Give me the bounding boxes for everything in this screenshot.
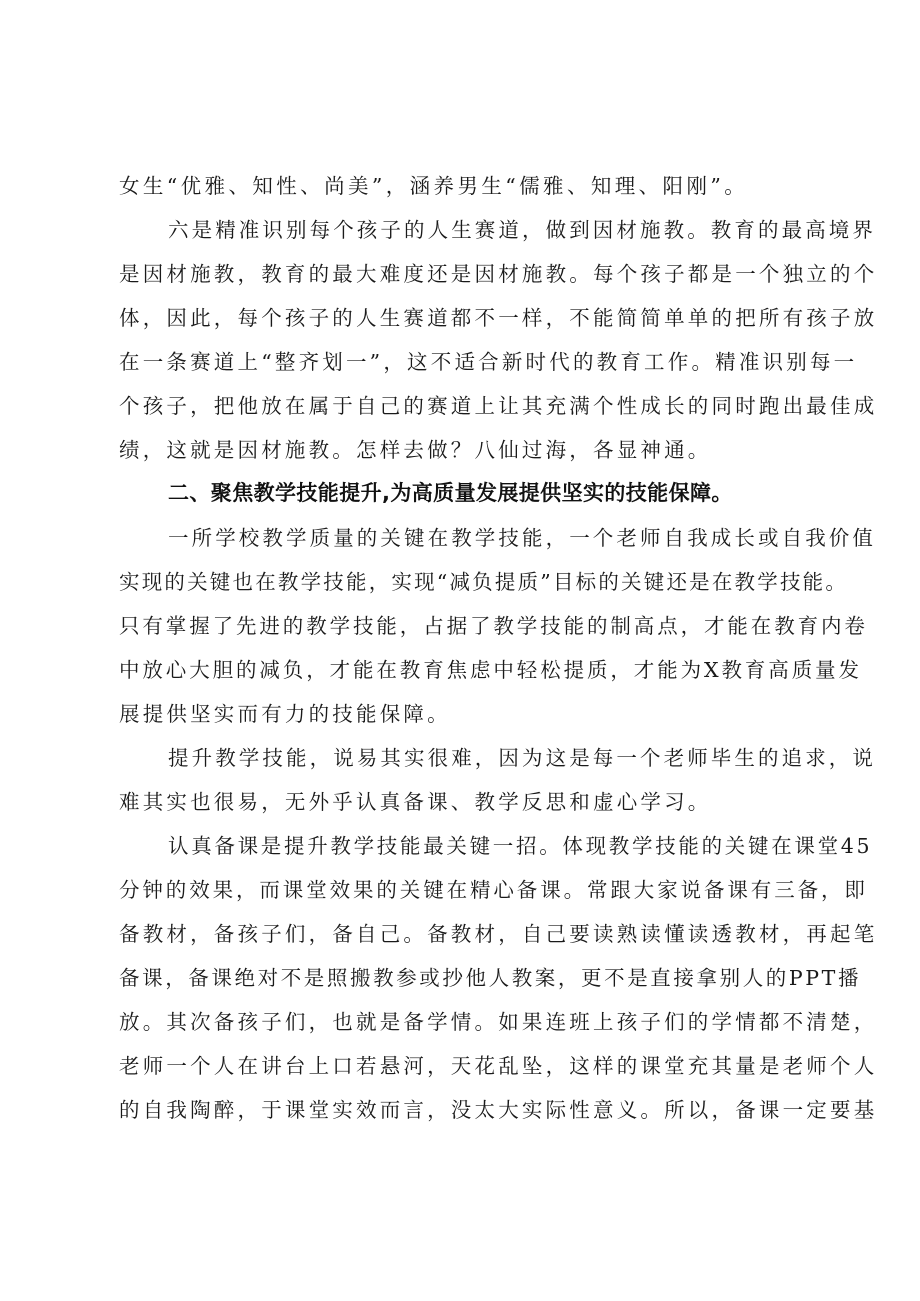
text-line: 一所学校教学质量的关键在教学技能，一个老师自我成长或自我价值 [168,526,876,550]
text-line: 放。其次备孩子们，也就是备学情。如果连班上孩子们的学情都不清楚， [119,1010,878,1034]
text-line: 难其实也很易，无外乎认真备课、教学反思和虚心学习。 [119,790,712,814]
text-line: 中放心大胆的减负，才能在教育焦虑中轻松提质，才能为X教育高质量发 [119,658,862,682]
text-line: 体，因此，每个孩子的人生赛道都不一样，不能简简单单的把所有孩子放 [119,306,878,330]
text-line: 只有掌握了先进的教学技能，占据了教学技能的制高点，才能在教育内卷 [119,614,868,638]
section-heading: 二、聚焦教学技能提升,为高质量发展提供坚实的技能保障。 [168,481,733,505]
text-line: 备教材，备孩子们，备自己。备教材，自己要读熟读懂读透教材，再起笔 [119,922,878,946]
text-line: 实现的关键也在教学技能，实现“减负提质”目标的关键还是在教学技能。 [119,570,849,594]
text-line: 展提供坚实而有力的技能保障。 [119,702,451,726]
text-line: 个孩子，把他放在属于自己的赛道上让其充满个性成长的同时跑出最佳成 [119,394,878,418]
text-line: 绩，这就是因材施教。怎样去做？八仙过海，各显神通。 [119,438,712,462]
text-line: 备课，备课绝对不是照搬教参或抄他人教案，更不是直接拿别人的PPT播 [119,966,862,990]
text-line: 老师一个人在讲台上口若悬河，天花乱坠，这样的课堂充其量是老师个人 [119,1054,878,1078]
text-line: 分钟的效果，而课堂效果的关键在精心备课。常跟大家说备课有三备，即 [119,878,868,902]
text-line: 在一条赛道上“整齐划一”，这不适合新时代的教育工作。精准识别每一 [119,350,858,374]
text-line: 的自我陶醉，于课堂实效而言，没太大实际性意义。所以，备课一定要基 [119,1098,878,1122]
text-line: 认真备课是提升教学技能最关键一招。体现教学技能的关键在课堂45 [168,834,873,858]
text-line: 提升教学技能，说易其实很难，因为这是每一个老师毕生的追求，说 [168,746,876,770]
text-line: 女生“优雅、知性、尚美”，涵养男生“儒雅、知理、阳刚”。 [119,174,749,198]
text-line: 六是精准识别每个孩子的人生赛道，做到因材施教。教育的最高境界 [168,218,876,242]
text-line: 是因材施教，教育的最大难度还是因材施教。每个孩子都是一个独立的个 [119,262,878,286]
